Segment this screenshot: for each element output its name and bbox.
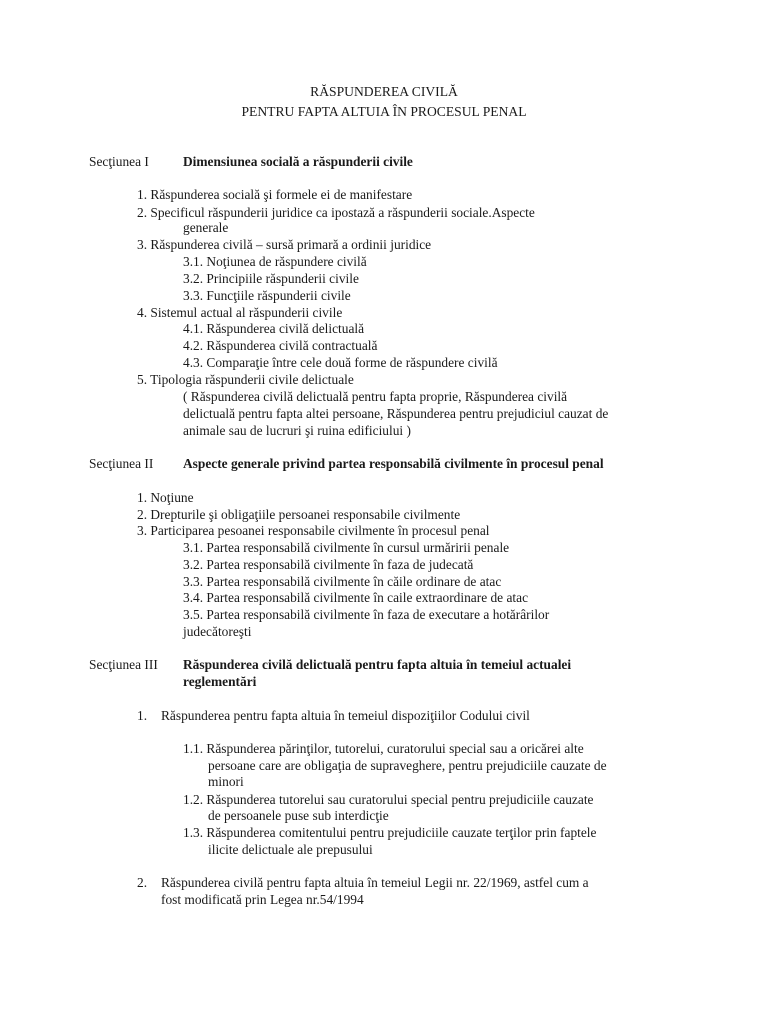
list-item: 3.5. Partea responsabilă civilmente în faza de executare a hotărârilor [183,607,550,622]
list-item: 1.1. Răspunderea părinţilor, tutorelui, curatorului special sau a oricărei alte [183,741,584,756]
section-heading: Aspecte generale privind partea responsabilă civilmente în procesul penal [183,456,604,471]
list-item: Răspunderea civilă pentru fapta altuia în temeiul Legii nr. 22/1969, astfel cum a [161,875,589,890]
list-number: 2. [137,875,148,890]
section-heading: Dimensiunea socială a răspunderii civile [183,154,413,169]
list-item: animale sau de lucruri şi ruina edificiului ) [183,423,411,438]
list-item: 2. Drepturile şi obligaţiile persoanei responsabile civilmente [137,507,461,522]
list-item: 1. Noţiune [137,490,194,505]
list-item: minori [208,774,244,789]
list-item: fost modificată prin Legea nr.54/1994 [161,892,364,907]
list-item: 4.2. Răspunderea civilă contractuală [183,338,378,353]
list-item: 3.2. Principiile răspunderii civile [183,271,359,286]
list-item: ilicite delictuale ale prepusului [208,842,373,857]
list-item: 3.4. Partea responsabilă civilmente în caile extraordinare de atac [183,590,529,605]
section-heading: Răspunderea civilă delictuală pentru fapta altuia în temeiul actualei [183,657,572,672]
list-item: persoane care are obligaţia de supraveghere, pentru prejudiciile cauzate de [208,758,607,773]
list-item: 3.1. Partea responsabilă civilmente în cursul urmăririi penale [183,540,510,555]
list-item: 3.3. Partea responsabilă civilmente în căile ordinare de atac [183,574,502,589]
list-item: 1.3. Răspunderea comitentului pentru prejudiciile cauzate terţilor prin faptele [183,825,597,840]
document-title-line2: PENTRU FAPTA ALTUIA ÎN PROCESUL PENAL [241,104,527,119]
list-item: delictuală pentru fapta altei persoane, Răspunderea pentru prejudiciul cauzat de [183,406,609,421]
list-item: de persoanele puse sub interdicţie [208,808,389,823]
list-item: generale [183,220,229,235]
section-label: Secţiunea II [89,456,154,471]
list-item: Răspunderea pentru fapta altuia în temeiul dispoziţiilor Codului civil [161,708,530,723]
list-item: 3. Participarea pesoanei responsabile civilmente în procesul penal [137,523,490,538]
list-item: 3. Răspunderea civilă – sursă primară a ordinii juridice [137,237,432,252]
list-item: 2. Specificul răspunderii juridice ca ipostază a răspunderii sociale.Aspecte [137,205,535,220]
section-heading: reglementări [183,674,257,689]
section-label: Secţiunea III [89,657,158,672]
document-title-line1: RĂSPUNDEREA CIVILĂ [310,84,458,99]
list-item: 4. Sistemul actual al răspunderii civile [137,305,343,320]
list-item: 1.2. Răspunderea tutorelui sau curatorului special pentru prejudiciile cauzate [183,792,594,807]
section-label: Secţiunea I [89,154,149,169]
list-item: 3.3. Funcţiile răspunderii civile [183,288,351,303]
list-item: 4.3. Comparaţie între cele două forme de răspundere civilă [183,355,498,370]
list-item: 3.1. Noţiunea de răspundere civilă [183,254,367,269]
list-number: 1. [137,708,148,723]
list-item: 5. Tipologia răspunderii civile delictuale [137,372,354,387]
list-item: 3.2. Partea responsabilă civilmente în faza de judecată [183,557,474,572]
list-item: judecătoreşti [183,624,252,639]
list-item: 1. Răspunderea socială şi formele ei de manifestare [137,187,413,202]
list-item: ( Răspunderea civilă delictuală pentru fapta proprie, Răspunderea civilă [183,389,568,404]
list-item: 4.1. Răspunderea civilă delictuală [183,321,365,336]
